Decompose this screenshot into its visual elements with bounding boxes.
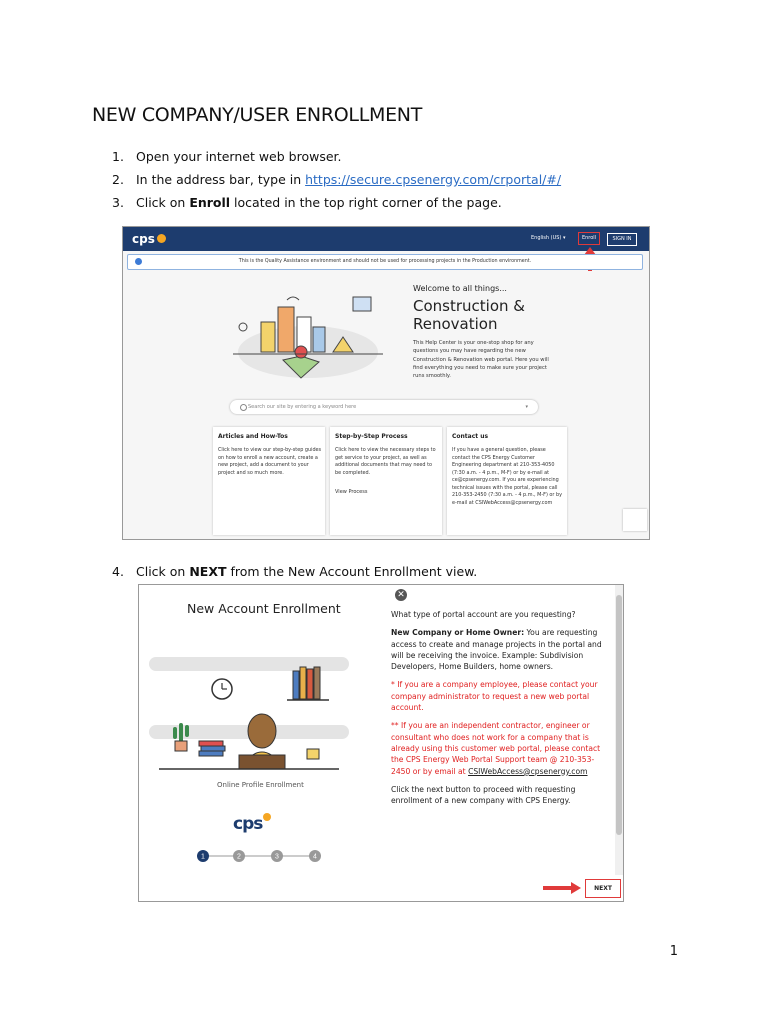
search-input[interactable]: Search our site by entering a keyword here ▾ bbox=[230, 400, 538, 414]
scrollbar-thumb[interactable] bbox=[616, 595, 622, 835]
chevron-down-icon: ▾ bbox=[525, 404, 528, 410]
city-illustration bbox=[223, 282, 393, 392]
page-number: 1 bbox=[669, 944, 678, 959]
scrollbar[interactable] bbox=[615, 585, 623, 875]
support-email-link[interactable]: CSIWebAccess@cpsenergy.com bbox=[468, 766, 588, 776]
account-question: What type of portal account are you requesting? bbox=[391, 610, 576, 619]
arrow-right-icon bbox=[543, 881, 583, 895]
proceed-text: Click the next button to proceed with requesting enrollment of a new company with CPS Energy. bbox=[391, 784, 576, 806]
enroll-button[interactable]: Enroll bbox=[578, 232, 600, 245]
page-title: NEW COMPANY/USER ENROLLMENT bbox=[92, 104, 422, 126]
step-number: 3 bbox=[275, 853, 279, 861]
desk-illustration bbox=[149, 645, 349, 775]
instruction-steps bbox=[112, 145, 561, 214]
view-process-link[interactable]: View Process bbox=[335, 489, 368, 495]
enrollment-caption: Online Profile Enrollment bbox=[217, 781, 304, 789]
info-icon bbox=[135, 258, 142, 265]
contact-card[interactable]: Contact us If you have a general question, please contact the CPS Energy Customer Engineering department at 210-353-4050 (7:30 a.m. - 4 p.m., M-F) or by e-mail at ce@cpsenergy.com. If you are experiencing technical issues with the portal, please call 210-353-2450 (7:30 a.m. - 4 p.m., M-F) or by e-mail at CSIWebAccess@cpsenergy.com bbox=[447, 427, 567, 535]
step-number: 2 bbox=[237, 853, 241, 861]
step-2: 2. In the address bar, type in https://secure.cpsenergy.com/crportal/#/ bbox=[112, 172, 562, 187]
owner-description: New Company or Home Owner: You are requesting access to create and manage projects in the portal and will be receiving the invoice. Example: Subdivision Developers, Home Builders, home owners. bbox=[391, 628, 602, 672]
employee-note: * If you are a company employee, please contact your company administrator to request a new web portal account. bbox=[391, 680, 598, 713]
process-card[interactable]: Step-by-Step Process Click here to view the necessary steps to get service to your project, as well as additional documents that may need to be completed. View Process bbox=[330, 427, 442, 535]
step-number: 4 bbox=[313, 853, 317, 861]
step-4: 4. Click on NEXT from the New Account Enrollment view. bbox=[112, 564, 478, 579]
step-1: 1. Open your internet web browser. bbox=[112, 149, 342, 164]
enrollment-info bbox=[391, 609, 603, 813]
portal-header bbox=[123, 227, 649, 251]
enrollment-title: New Account Enrollment bbox=[187, 601, 341, 616]
sun-icon bbox=[263, 813, 271, 821]
recaptcha-badge[interactable] bbox=[623, 509, 647, 531]
search-icon bbox=[240, 404, 247, 411]
qa-banner: This is the Quality Assistance environment and should not be used for processing projects in the Production environment. bbox=[127, 254, 643, 270]
step-number: 1 bbox=[201, 853, 205, 861]
welcome-text: Welcome to all things... bbox=[413, 284, 507, 293]
portal-url-link[interactable]: https://secure.cpsenergy.com/crportal/#/ bbox=[305, 172, 562, 187]
contractor-note: ** If you are an independent contractor, engineer or consultant who does not work for a company that is already using this customer web portal, please contact the CPS Energy Web Portal Support team @ 210-353-2450 or by email at CSIWebAccess@cpsenergy.com bbox=[391, 721, 601, 776]
sun-icon bbox=[157, 234, 166, 243]
hero-heading: Construction & Renovation bbox=[413, 297, 525, 333]
articles-card[interactable]: Articles and How-Tos Click here to view our step-by-step guides on how to enroll a new account, create a new project, add a document to your project and so much more. bbox=[213, 427, 325, 535]
hero-description: This Help Center is your one-stop shop for any questions you may have regarding the new Construction & Renovation web portal. Here you will find everything you need to make sure your project runs smoothly. bbox=[413, 340, 549, 380]
cps-logo[interactable]: cps bbox=[132, 232, 166, 246]
step-progress bbox=[197, 849, 321, 863]
cps-logo: cps bbox=[233, 813, 271, 834]
enrollment-screenshot bbox=[138, 584, 624, 902]
step-3: 3. Click on Enroll located in the top right corner of the page. bbox=[112, 195, 502, 210]
close-icon[interactable]: ✕ bbox=[395, 589, 407, 601]
language-selector[interactable]: English (US) ▾ bbox=[531, 235, 566, 241]
portal-home-screenshot bbox=[122, 226, 650, 540]
sign-in-button[interactable]: SIGN IN bbox=[607, 233, 637, 246]
next-button[interactable]: NEXT bbox=[585, 879, 621, 898]
